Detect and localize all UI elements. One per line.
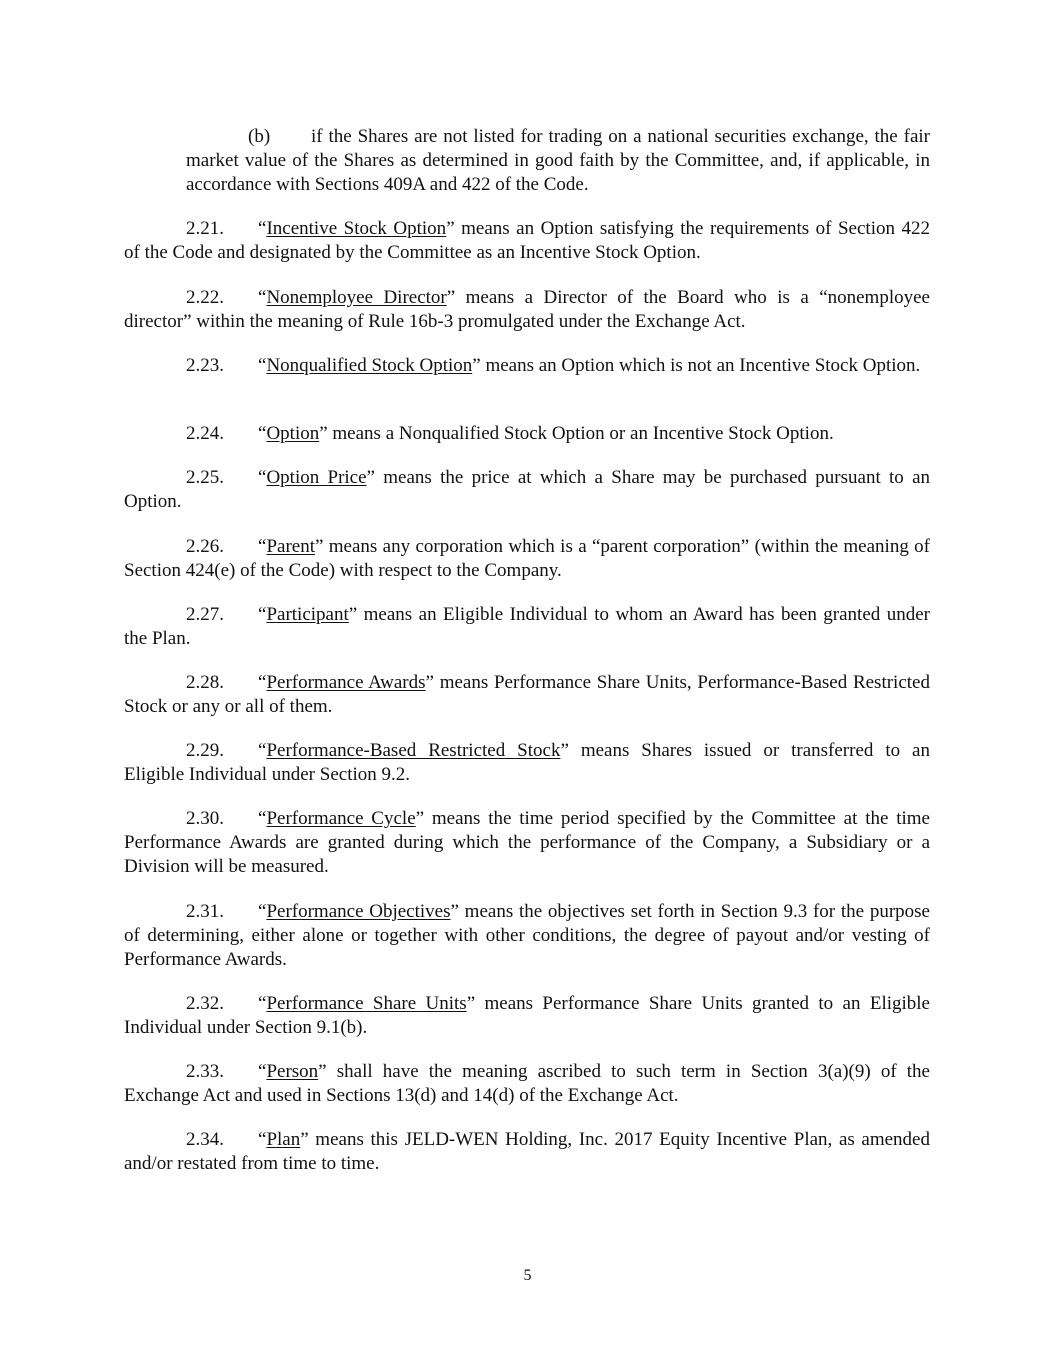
section-number: 2.30.: [186, 808, 224, 829]
definition-text: means an Eligible Individual to whom an Award has been granted under the Plan.: [124, 604, 930, 649]
definition-2-29: 2.29. “Performance-Based Restricted Stock” means Shares issued or transferred to an Eligible Individual under Section 9.2.: [124, 740, 930, 785]
defined-term: Incentive Stock Option: [266, 218, 447, 239]
definition-text: means any corporation which is a “parent corporation” (within the meaning of Section 424(e) of the Code) with respect to the Company.: [124, 536, 930, 581]
section-number: 2.21.: [186, 218, 224, 239]
defined-term: Performance-Based Restricted Stock: [266, 740, 561, 761]
defined-term: Person: [266, 1061, 319, 1082]
defined-term: Option: [266, 423, 320, 444]
definition-2-22: 2.22. “Nonemployee Director” means a Director of the Board who is a “nonemployee director” within the meaning of Rule 16b-3 promulgated under the Exchange Act.: [124, 287, 930, 332]
definition-2-25: 2.25. “Option Price” means the price at which a Share may be purchased pursuant to an Option.: [124, 467, 930, 512]
definition-text: means an Option satisfying the requirements of Section 422 of the Code and designated by the Committee as an Incentive Stock Option.: [124, 218, 930, 263]
section-number: 2.26.: [186, 536, 224, 557]
definition-2-28: 2.28. “Performance Awards” means Performance Share Units, Performance-Based Restricted Stock or any or all of them.: [124, 672, 930, 717]
section-number: 2.28.: [186, 672, 224, 693]
definition-text: means the time period specified by the Committee at the time Performance Awards are granted during which the performance of the Company, a Subsidiary or a Division will be measured.: [124, 808, 930, 877]
definition-2-34: 2.34. “Plan” means this JELD-WEN Holding, Inc. 2017 Equity Incentive Plan, as amended and/or restated from time to time.: [124, 1129, 930, 1174]
definition-2-32: 2.32. “Performance Share Units” means Performance Share Units granted to an Eligible Individual under Section 9.1(b).: [124, 993, 930, 1038]
definition-text: means Performance Share Units granted to an Eligible Individual under Section 9.1(b).: [124, 993, 930, 1038]
section-number: 2.33.: [186, 1061, 224, 1082]
definition-2-24: 2.24. “Option” means a Nonqualified Stock Option or an Incentive Stock Option.: [124, 422, 930, 446]
definition-2-26: 2.26. “Parent” means any corporation which is a “parent corporation” (within the meaning of Section 424(e) of the Code) with respect to the Company.: [124, 536, 930, 581]
subsection-b: [186, 125, 930, 197]
page-number: 5: [523, 1267, 532, 1284]
defined-term: Plan: [266, 1129, 301, 1150]
section-number: 2.25.: [186, 467, 224, 488]
defined-term: Performance Share Units: [266, 993, 467, 1014]
defined-term: Option Price: [266, 467, 367, 488]
definition-2-30: 2.30. “Performance Cycle” means the time period specified by the Committee at the time Performance Awards are granted during which the performance of the Company, a Subsidiary or a Division will be measured.: [124, 808, 930, 877]
defined-term: Performance Awards: [266, 672, 426, 693]
defined-term: Performance Objectives: [266, 901, 451, 922]
section-number: 2.27.: [186, 604, 224, 625]
defined-term: Participant: [266, 604, 349, 625]
definition-text: means a Nonqualified Stock Option or an Incentive Stock Option.: [327, 423, 834, 444]
section-number: 2.24.: [186, 423, 224, 444]
section-number: 2.23.: [186, 355, 224, 376]
definition-2-31: 2.31. “Performance Objectives” means the objectives set forth in Section 9.3 for the purpose of determining, either alone or together with other conditions, the degree of payout and/or vesting of Performance Awards.: [124, 901, 930, 970]
definition-text: shall have the meaning ascribed to such term in Section 3(a)(9) of the Exchange Act and used in Sections 13(d) and 14(d) of the Exchange Act.: [124, 1061, 930, 1106]
definition-2-27: 2.27. “Participant” means an Eligible Individual to whom an Award has been granted under the Plan.: [124, 604, 930, 649]
defined-term: Nonemployee Director: [266, 287, 447, 308]
section-number: 2.22.: [186, 287, 224, 308]
definition-text: means an Option which is not an Incentive Stock Option.: [480, 355, 921, 376]
defined-term: Nonqualified Stock Option: [266, 355, 473, 376]
definition-2-23: 2.23. “Nonqualified Stock Option” means an Option which is not an Incentive Stock Option.: [124, 354, 930, 378]
defined-term: Performance Cycle: [266, 808, 416, 829]
definition-text: means this JELD-WEN Holding, Inc. 2017 Equity Incentive Plan, as amended and/or restated from time to time.: [124, 1129, 930, 1174]
definition-text: means a Director of the Board who is a “nonemployee director” within the meaning of Rule 16b-3 promulgated under the Exchange Act.: [124, 287, 930, 332]
definition-2-21: 2.21. “Incentive Stock Option” means an Option satisfying the requirements of Section 422 of the Code and designated by the Committee as an Incentive Stock Option.: [124, 218, 930, 263]
definition-text: means Shares issued or transferred to an Eligible Individual under Section 9.2.: [124, 740, 930, 785]
section-number: 2.31.: [186, 901, 224, 922]
defined-term: Parent: [266, 536, 315, 557]
definition-text: means the objectives set forth in Section 9.3 for the purpose of determining, either alone or together with other conditions, the degree of payout and/or vesting of Performance Awards.: [124, 901, 930, 970]
subsection-text: if the Shares are not listed for trading on a national securities exchange, the fair market value of the Shares as determined in good faith by the Committee, and, if applicable, in accordance with Sections 409A and 422 of the Code.: [186, 126, 930, 195]
definition-2-33: 2.33. “Person” shall have the meaning ascribed to such term in Section 3(a)(9) of the Exchange Act and used in Sections 13(d) and 14(d) of the Exchange Act.: [124, 1061, 930, 1106]
subsection-label: (b): [248, 126, 271, 147]
section-number: 2.34.: [186, 1129, 224, 1150]
section-number: 2.29.: [186, 740, 224, 761]
section-number: 2.32.: [186, 993, 224, 1014]
definition-text: means Performance Share Units, Performance-Based Restricted Stock or any or all of them.: [124, 672, 930, 717]
definition-text: means the price at which a Share may be purchased pursuant to an Option.: [124, 467, 930, 512]
